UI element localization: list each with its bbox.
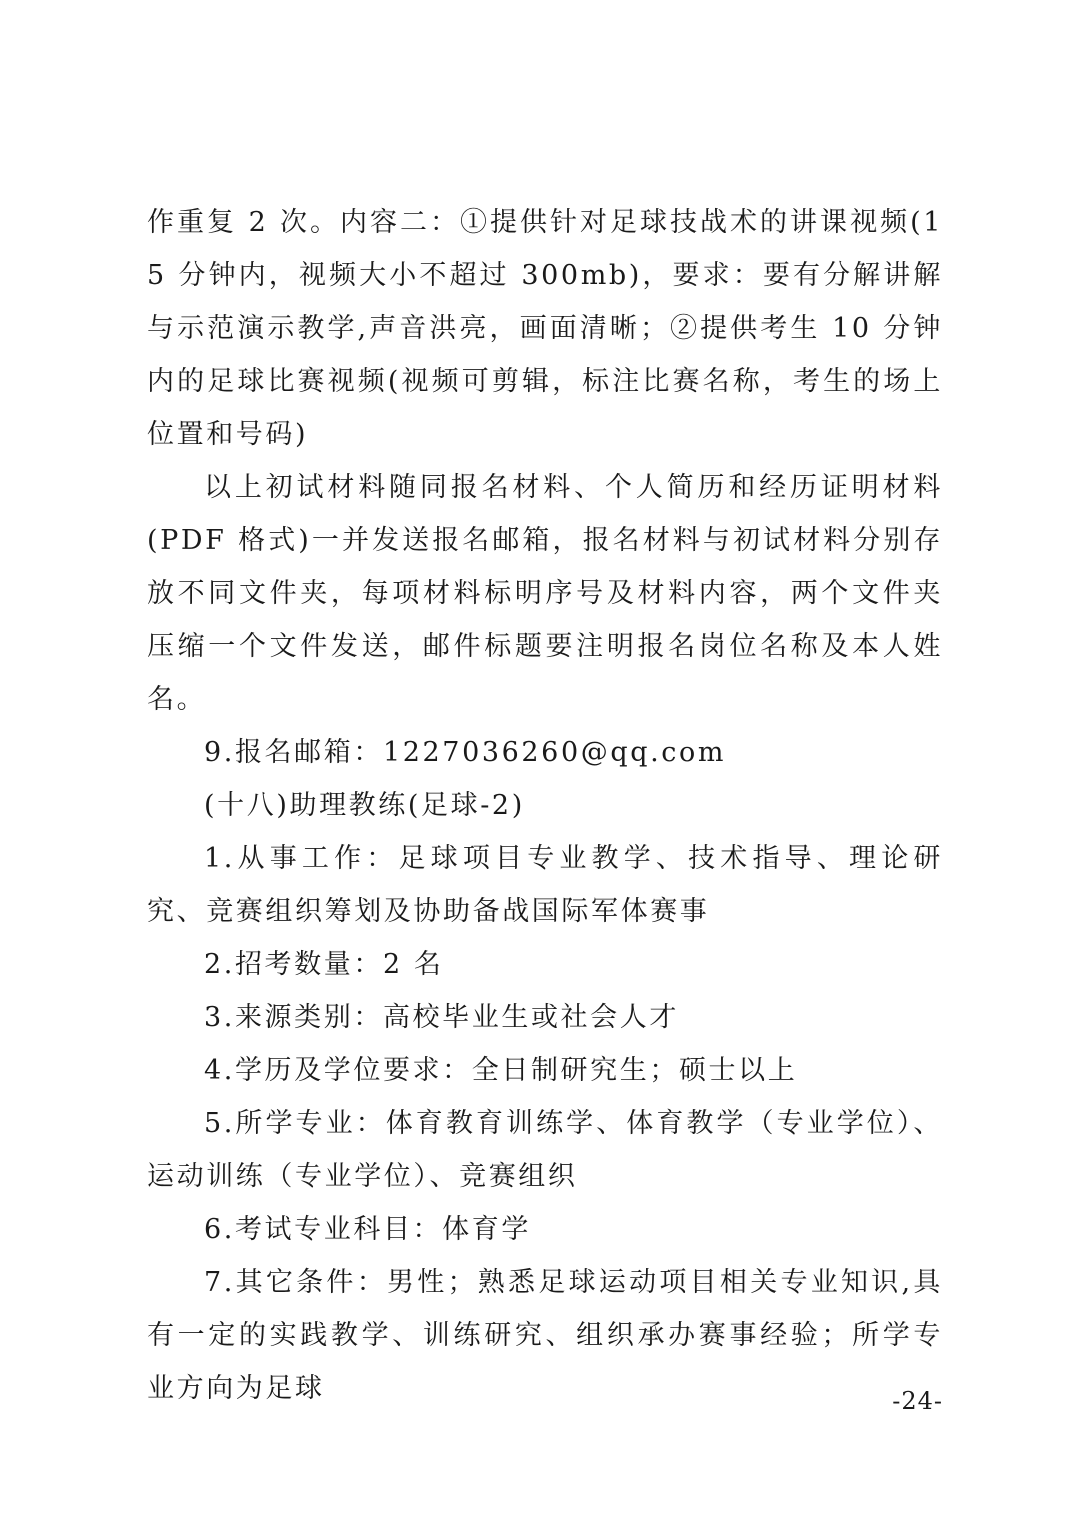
page-number: -24- (892, 1387, 943, 1415)
paragraph-source-category: 3.来源类别：高校毕业生或社会人才 (204, 1002, 679, 1033)
section-heading-assistant-coach: (十八)助理教练(足球-2) (204, 790, 525, 821)
paragraph-education-requirement: 4.学历及学位要求：全日制研究生；硕士以上 (204, 1055, 798, 1086)
paragraph-registration-email: 9.报名邮箱：1227036260@qq.com (204, 737, 727, 768)
document-body (147, 196, 943, 1415)
paragraph-exam-subject: 6.考试专业科目：体育学 (204, 1214, 531, 1245)
paragraph-job-duties: 1.从事工作：足球项目专业教学、技术指导、理论研究、竞赛组织筹划及协助备战国际军体赛事 (147, 843, 943, 927)
paragraph-submission-instructions: 以上初试材料随同报名材料、个人简历和经历证明材料(PDF 格式)一并发送报名邮箱，报名材料与初试材料分别存放不同文件夹，每项材料标明序号及材料内容，两个文件夹压缩一个文件发送，邮件标题要注明报名岗位名称及本人姓名。 (147, 472, 943, 715)
paragraph-major: 5.所学专业：体育教育训练学、体育教学（专业学位）、运动训练（专业学位）、竞赛组织 (147, 1108, 943, 1192)
paragraph-other-conditions: 7.其它条件：男性；熟悉足球运动项目相关专业知识,具有一定的实践教学、训练研究、组织承办赛事经验；所学专业方向为足球 (147, 1267, 943, 1404)
paragraph-video-requirements: 作重复 2 次。内容二：①提供针对足球技战术的讲课视频(15 分钟内，视频大小不超过 300mb)，要求：要有分解讲解与示范演示教学,声音洪亮，画面清晰；②提供考生 10 分钟内的足球比赛视频(视频可剪辑，标注比赛名称，考生的场上位置和号码) (147, 207, 943, 450)
paragraph-recruit-count: 2.招考数量：2 名 (204, 949, 444, 980)
